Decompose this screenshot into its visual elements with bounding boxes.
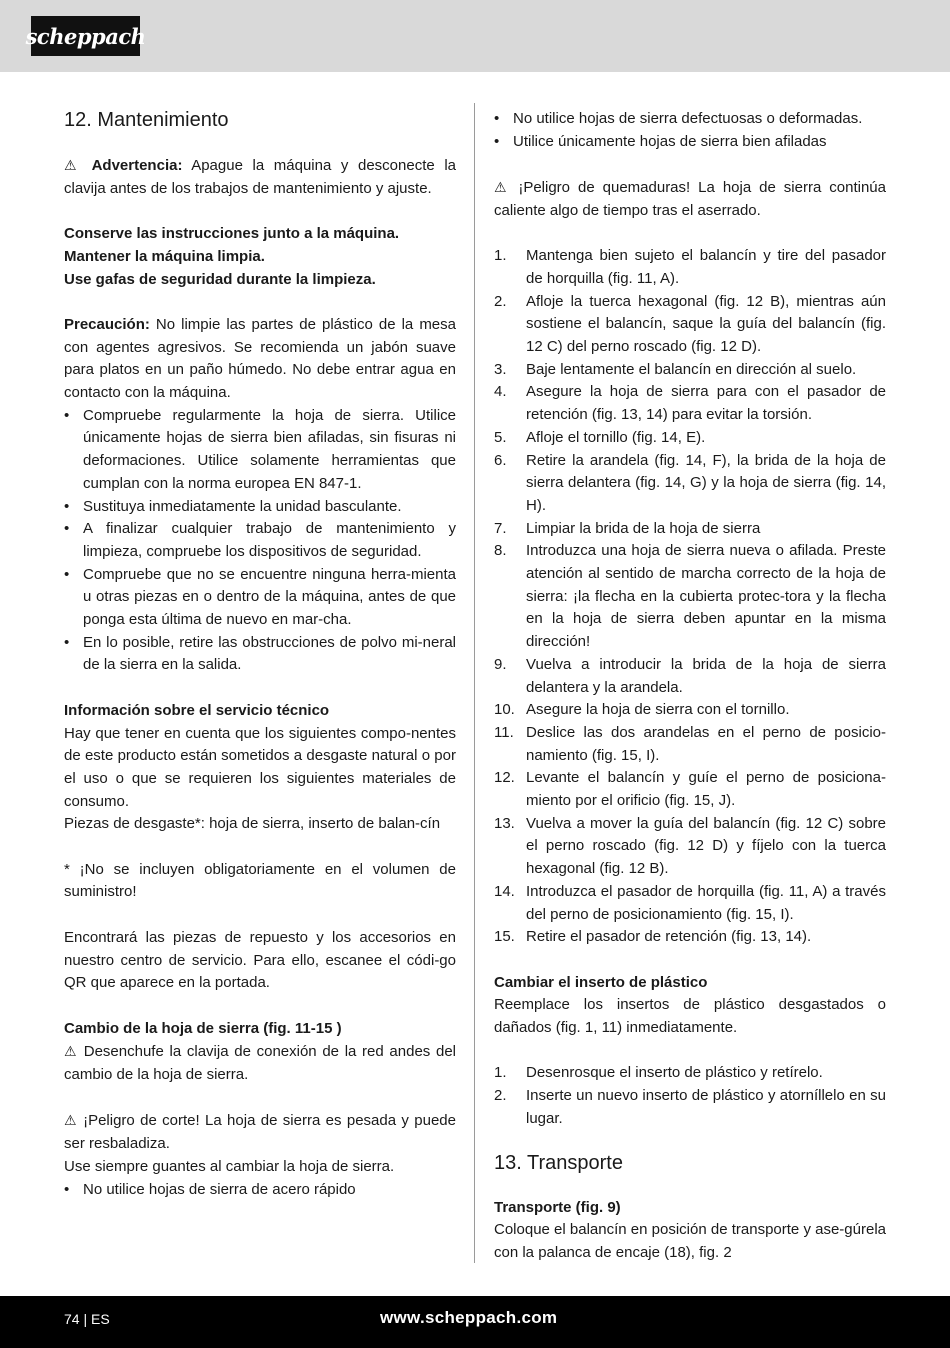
list-item: 1. Desenrosque el inserto de plástico y retírelo.: [494, 1064, 823, 1082]
blade-bullets-continued: [494, 108, 886, 153]
section-title-maintenance: 12. Mantenimiento: [64, 109, 229, 131]
page-footer: [0, 1296, 950, 1348]
list-item: 9. Vuelva a introducir la brida de la hoja de sierra delantera y la arandela.: [494, 655, 886, 696]
list-item: 7. Limpiar la brida de la hoja de sierra: [494, 519, 761, 537]
bold-line-3: Use gafas de seguridad durante la limpieza.: [64, 270, 376, 288]
list-item: 11. Deslice las dos arandelas en el perno de posicio-namiento (fig. 15, I).: [494, 723, 886, 764]
list-item: • A finalizar cualquier trabajo de mantenimiento y limpieza, compruebe los dispositivos de seguridad.: [64, 520, 456, 560]
blade-gloves: Use siempre guantes al cambiar la hoja de sierra.: [64, 1157, 395, 1175]
list-item: • No utilice hojas de sierra de acero rápido: [64, 1180, 356, 1198]
list-item: 1. Mantenga bien sujeto el balancín y tire del pasador de horquilla (fig. 11, A).: [494, 247, 886, 287]
list-item: 12. Levante el balancín y guíe el perno de posiciona-miento por el orificio (fig. 15, J).: [494, 769, 886, 810]
list-item: 8. Introduzca una hoja de sierra nueva o afilada. Preste atención al sentido de marcha correcto de la hoja de sierra: ¡la flecha en la cubierta protec-tora y la flecha en la hoja de sierra deben apuntar en la misma dirección!: [494, 542, 886, 651]
footnote: * ¡No se incluyen obligatoriamente en el volumen de suministro!: [64, 860, 456, 901]
list-item: 14. Introduzca el pasador de horquilla (fig. 11, A) a través del perno de posicionamiento (fig. 15, I).: [494, 882, 886, 923]
blade-change-steps: [494, 245, 886, 949]
list-item: • Utilice únicamente hojas de sierra bien afiladas: [494, 132, 827, 150]
blade-change-heading: Cambio de la hoja de sierra (fig. 11-15 ): [64, 1019, 342, 1037]
caution-text: No limpie las partes de plástico de la mesa con agentes agresivos. Se recomienda un jabón suave para platos en un paño húmedo. No debe entrar agua en contacto con la máquina.: [64, 315, 456, 401]
list-item: • Compruebe regularmente la hoja de sierra. Utilice únicamente hojas de sierra bien afiladas, sin fisuras ni deformaciones. Utilice solamente herramientas que cumplan con la norma europea EN 847-1.: [64, 406, 456, 492]
blade-danger: ⚠ ¡Peligro de corte! La hoja de sierra es pesada y puede ser resbaladiza.: [64, 1112, 456, 1153]
list-item: • No utilice hojas de sierra defectuosas o deformadas.: [494, 110, 863, 127]
bold-line-1: Conserve las instrucciones junto a la máquina.: [64, 225, 400, 243]
list-item: 13. Vuelva a mover la guía del balancín (fig. 12 C) sobre el perno roscado (fig. 12 D) y fíjelo con la tuerca hexagonal (fig. 12 B).: [494, 814, 886, 878]
list-item: 2. Inserte un nuevo inserto de plástico y atorníllelo en su lugar.: [494, 1087, 886, 1127]
blade-bullets: [64, 1179, 456, 1202]
insert-heading: Cambiar el inserto de plástico: [494, 973, 708, 991]
service-text: Hay que tener en cuenta que los siguientes compo-nentes de este producto están sometidos a desgaste natural o por el uso o que se requieren los siguientes materiales de consumo.: [64, 724, 456, 810]
scheppach-logo: scheppach: [31, 16, 140, 56]
list-item: 3. Baje lentamente el balancín en dirección al suelo.: [494, 360, 857, 378]
maintenance-warning: [64, 154, 456, 200]
transport-heading: Transporte (fig. 9): [494, 1198, 621, 1216]
list-item: • Compruebe que no se encuentre ninguna herra-mienta u otras piezas en o dentro de la máquina, antes de que ponga esta última de nuevo en mar-cha.: [64, 565, 456, 629]
service-heading: Información sobre el servicio técnico: [64, 701, 330, 719]
warning-triangle-icon: ⚠: [64, 157, 82, 173]
warning-text: Apague la máquina y desconecte la clavija antes de los trabajos de mantenimiento y ajuste.: [64, 157, 456, 197]
list-item: 6. Retire la arandela (fig. 14, F), la brida de la hoja de sierra delantera (fig. 14, G) y la hoja de sierra (fig. 14, H).: [494, 451, 886, 514]
bold-line-2: Mantener la máquina limpia.: [64, 247, 265, 265]
wear-parts: Piezas de desgaste*: hoja de sierra, inserto de balan-cín: [64, 815, 441, 833]
blade-unplug: ⚠ Desenchufe la clavija de conexión de la red andes del cambio de la hoja de sierra.: [64, 1043, 456, 1084]
list-item: 2. Afloje la tuerca hexagonal (fig. 12 B), mientras aún sostiene el balancín, saque la guía del balancín (fig. 12 C) del perno roscado (fig. 12 D).: [494, 292, 886, 355]
spare-parts: Encontrará las piezas de repuesto y los accesorios en nuestro centro de servicio. Para ello, escanee el códi-go QR que aparece en la portada.: [64, 928, 456, 992]
warning-triangle-icon: ⚠: [64, 1112, 78, 1129]
list-item: • En lo posible, retire las obstrucciones de polvo mi-neral de la sierra en la salida.: [64, 633, 456, 674]
list-item: • Sustituya inmediatamente la unidad basculante.: [64, 497, 402, 515]
caution-label: Precaución:: [64, 315, 150, 333]
list-item: 5. Afloje el tornillo (fig. 14, E).: [494, 428, 706, 446]
maintenance-bullets: [64, 405, 456, 677]
right-column: [494, 108, 886, 1265]
insert-steps: [494, 1062, 886, 1130]
warning-triangle-icon: ⚠: [494, 179, 511, 196]
warning-label: Advertencia:: [91, 157, 183, 174]
section-title-transport: 13. Transporte: [494, 1151, 623, 1174]
warning-triangle-icon: ⚠: [64, 1043, 79, 1060]
caution-paragraph: [64, 314, 456, 405]
page-number: 74 | ES: [64, 1311, 110, 1327]
burn-warning: ⚠ ¡Peligro de quemaduras! La hoja de sierra continúa caliente algo de tiempo tras el aserrado.: [494, 179, 886, 219]
insert-text: Reemplace los insertos de plástico desgastados o dañados (fig. 1, 11) inmediatamente.: [494, 996, 886, 1037]
left-column: [64, 108, 456, 1201]
page-header: [0, 0, 950, 72]
transport-text: Coloque el balancín en posición de transporte y ase-gúrela con la palanca de encaje (18), fig. 2: [494, 1221, 886, 1261]
list-item: 15. Retire el pasador de retención (fig. 13, 14).: [494, 928, 812, 946]
website-url: www.scheppach.com: [380, 1308, 558, 1327]
column-divider: [474, 103, 475, 1263]
list-item: 4. Asegure la hoja de sierra para con el pasador de retención (fig. 13, 14) para evitar la torsión.: [494, 383, 886, 424]
list-item: 10. Asegure la hoja de sierra con el tornillo.: [494, 701, 790, 719]
